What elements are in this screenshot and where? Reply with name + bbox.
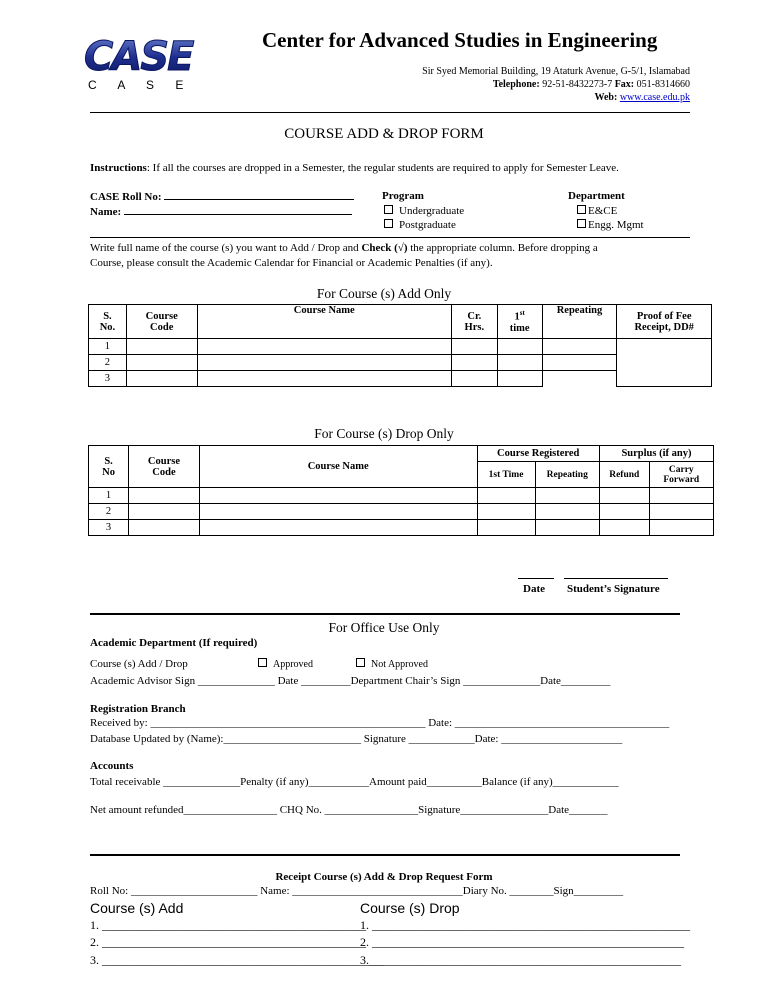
office-title: For Office Use Only [328, 620, 440, 635]
receipt-divider [90, 854, 680, 856]
name-label: Name: [90, 205, 352, 218]
proof-of-fee-header: Proof of Fee Receipt, DD# [617, 305, 712, 339]
drop-table-title: For Course (s) Drop Only [314, 426, 454, 441]
receipt-drop-line-2[interactable]: 2. ____________________________________________________ [360, 935, 684, 949]
total-receivable-line[interactable]: Total receivable ______________Penalty (if any)___________Amount paid__________Balance (if any)____________ [90, 776, 619, 788]
website-link[interactable]: www.case.edu.pk [619, 92, 690, 103]
institution-title: Center for Advanced Studies in Engineering [262, 28, 658, 52]
not-approved-checkbox[interactable]: Not Approved [356, 658, 428, 670]
database-updated-line[interactable]: Database Updated by (Name):_________________________ Signature ____________Date: ______________________ [90, 733, 623, 745]
svg-text:CASE: CASE [84, 34, 193, 80]
table-row: 2 [89, 355, 712, 371]
receipt-add-line-3[interactable]: 3. _______________________________________________ [90, 953, 384, 967]
table-row: 3 [89, 371, 712, 387]
department-label: Department [568, 190, 625, 202]
table-row: 2 [89, 504, 714, 520]
note-line-2: Course, please consult the Academic Calendar for Financial or Academic Penalties (if any). [90, 257, 493, 269]
receipt-add-line-2[interactable]: 2. ____________________________________________ [90, 935, 366, 949]
accounts-label: Accounts [90, 760, 134, 772]
course-name-header: Course Name [199, 446, 477, 488]
receipt-drop-label: Course (s) Drop [360, 900, 460, 916]
date-line[interactable] [518, 578, 554, 579]
first-time-header: 1st time [497, 305, 542, 339]
carry-forward-header: Carry Forward [649, 462, 713, 488]
receipt-add-label: Course (s) Add [90, 900, 184, 916]
first-time-header: 1st Time [477, 462, 535, 488]
receipt-drop-line-3[interactable]: 3.____________________________________________________ [360, 953, 681, 967]
header-divider [90, 112, 690, 113]
add-drop-label: Course (s) Add / Drop [90, 658, 188, 670]
note-line-1: Write full name of the course (s) you want to Add / Drop and Check (√) the appropriate column. Before dropping a [90, 242, 598, 254]
sno-header: S. No [89, 446, 129, 488]
approved-checkbox[interactable]: Approved [258, 658, 313, 670]
undergraduate-checkbox[interactable]: Undergraduate [384, 205, 464, 217]
office-divider [90, 613, 680, 615]
form-title: COURSE ADD & DROP FORM [284, 126, 484, 142]
add-courses-table [88, 304, 712, 387]
program-label: Program [382, 190, 424, 202]
drop-courses-table [88, 445, 714, 536]
address: Sir Syed Memorial Building, 19 Ataturk Avenue, G-5/1, Islamabad [422, 66, 690, 77]
web-line: Web: www.case.edu.pk [594, 92, 690, 103]
course-name-header: Course Name [197, 305, 451, 339]
receipt-add-line-1[interactable]: 1. ____________________________________________ [90, 918, 366, 932]
registration-branch-label: Registration Branch [90, 703, 186, 715]
course-code-header: Course Code [126, 305, 197, 339]
logo-caption: C A S E [88, 78, 193, 92]
repeating-header: Repeating [535, 462, 599, 488]
table-row: 3 [89, 520, 714, 536]
student-signature-label: Student’s Signature [567, 583, 660, 595]
credit-hours-header: Cr. Hrs. [451, 305, 497, 339]
net-refunded-line[interactable]: Net amount refunded_________________ CHQ No. _________________Signature________________Date_______ [90, 804, 608, 816]
receipt-title: Receipt Course (s) Add & Drop Request Form [275, 871, 493, 883]
case-logo [82, 28, 204, 96]
engg-mgmt-checkbox[interactable]: Engg. Mgmt [577, 219, 644, 231]
contact-line: Telephone: 92-51-8432273-7 Fax: 051-8314660 [492, 79, 690, 90]
surplus-header: Surplus (if any) [599, 446, 713, 462]
receipt-info-line[interactable]: Roll No: _______________________ Name: _______________________________Diary No. ________Sign_________ [90, 885, 624, 897]
postgraduate-checkbox[interactable]: Postgraduate [384, 219, 456, 231]
table-row: 1 [89, 488, 714, 504]
info-divider [90, 237, 690, 238]
repeating-header: Repeating [542, 305, 617, 339]
academic-dept-label: Academic Department (If required) [90, 637, 258, 649]
instructions: Instructions: If all the courses are dropped in a Semester, the regular students are required to apply for Semester Leave. [90, 162, 619, 174]
add-table-title: For Course (s) Add Only [316, 286, 452, 301]
table-row: 1 [89, 339, 712, 355]
ece-checkbox[interactable]: E&CE [577, 205, 617, 217]
course-code-header: Course Code [129, 446, 200, 488]
signature-line[interactable] [564, 578, 668, 579]
date-label: Date [523, 583, 545, 595]
refund-header: Refund [599, 462, 649, 488]
advisor-sign-line[interactable]: Academic Advisor Sign ______________ Date _________Department Chair’s Sign ______________Date_________ [90, 675, 611, 687]
received-by-line[interactable]: Received by: __________________________________________________ Date: _______________________________________ [90, 717, 670, 729]
sno-header: S. No. [89, 305, 127, 339]
receipt-drop-line-1[interactable]: 1. _____________________________________________________ [360, 918, 690, 932]
course-registered-header: Course Registered [477, 446, 599, 462]
roll-no-label: CASE Roll No: [90, 190, 354, 203]
